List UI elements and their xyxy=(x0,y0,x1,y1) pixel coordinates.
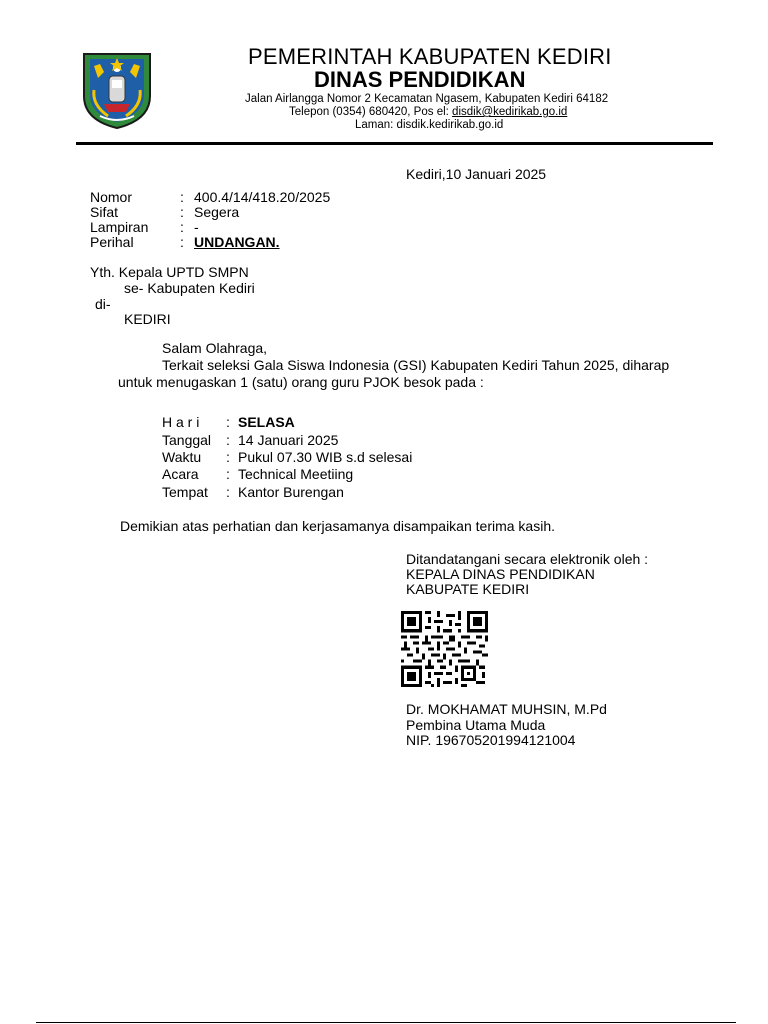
signatory-nip: NIP. 196705201994121004 xyxy=(406,732,576,748)
detail-value: SELASA xyxy=(238,414,295,430)
letterhead-website: Laman: disdik.kedirikab.go.id xyxy=(355,119,504,131)
meta-value: Segera xyxy=(194,204,240,220)
page-bottom-rule xyxy=(36,1022,736,1023)
signatory-name: Dr. MOKHAMAT MUHSIN, M.Pd xyxy=(406,701,607,717)
meta-row-sifat: Sifat : Segera xyxy=(90,204,240,220)
meta-value: 400.4/14/418.20/2025 xyxy=(194,189,331,205)
closing-sentence: Demikian atas perhatian dan kerjasamanya disampaikan terima kasih. xyxy=(120,518,555,534)
detail-label: Tanggal xyxy=(162,432,212,448)
detail-row-tempat: Tempat : Kantor Burengan xyxy=(162,484,344,500)
meta-value: - xyxy=(194,219,199,235)
detail-value: Pukul 07.30 WIB s.d selesai xyxy=(238,449,413,465)
detail-label: Acara xyxy=(162,466,199,482)
letterhead-contact xyxy=(289,106,567,118)
detail-label: Waktu xyxy=(162,449,202,465)
meta-label: Perihal xyxy=(90,234,134,250)
meta-row-nomor: Nomor : 400.4/14/418.20/2025 xyxy=(90,189,331,205)
kabupaten-kediri-crest-icon xyxy=(78,50,156,130)
recipient-line1: Yth. Kepala UPTD SMPN xyxy=(90,264,249,280)
greeting: Salam Olahraga, xyxy=(162,340,268,356)
detail-row-hari: H a r i : SELASA xyxy=(162,414,295,430)
signature-line1: Ditandatangani secara elektronik oleh : xyxy=(406,551,649,567)
detail-value: 14 Januari 2025 xyxy=(238,432,339,448)
meta-value-subject: UNDANGAN. xyxy=(194,234,280,250)
detail-value: Technical Meetiing xyxy=(238,466,354,482)
meta-label: Nomor xyxy=(90,189,133,205)
detail-row-acara: Acara : Technical Meetiing xyxy=(162,466,354,482)
date-line: Kediri,10 Januari 2025 xyxy=(406,166,547,182)
detail-label: Tempat xyxy=(162,484,208,500)
recipient-line3: di- xyxy=(95,296,111,312)
meta-row-lampiran: Lampiran : - xyxy=(90,219,199,235)
detail-row-tanggal: Tanggal : 14 Januari 2025 xyxy=(162,432,339,448)
signature-line2: KEPALA DINAS PENDIDIKAN xyxy=(406,566,595,582)
qr-code-icon xyxy=(401,611,488,687)
letterhead-address: Jalan Airlangga Nomor 2 Kecamatan Ngasem, Kabupaten Kediri 64182 xyxy=(245,93,609,105)
detail-value: Kantor Burengan xyxy=(238,484,344,500)
detail-row-waktu: Waktu : Pukul 07.30 WIB s.d selesai xyxy=(162,449,413,465)
meta-row-perihal: Perihal : UNDANGAN. xyxy=(90,234,280,250)
letterhead-phone: Telepon (0354) 680420, Pos el: xyxy=(289,106,453,118)
meta-label: Lampiran xyxy=(90,219,149,235)
letterhead-email-link[interactable]: disdik@kedirikab.go.id xyxy=(452,106,568,118)
letterhead-divider xyxy=(76,142,713,145)
letterhead-government: PEMERINTAH KABUPATEN KEDIRI xyxy=(248,44,612,69)
body-paragraph-line2: untuk menugaskan 1 (satu) orang guru PJOK besok pada : xyxy=(118,374,484,390)
recipient-line2: se- Kabupaten Kediri xyxy=(124,280,255,296)
letterhead-agency: DINAS PENDIDIKAN xyxy=(314,67,526,92)
meta-label: Sifat xyxy=(90,204,119,220)
recipient-line4: KEDIRI xyxy=(124,311,171,327)
body-paragraph-line1: Terkait seleksi Gala Siswa Indonesia (GSI) Kabupaten Kediri Tahun 2025, diharap xyxy=(162,357,670,373)
signature-line3: KABUPATE KEDIRI xyxy=(406,581,530,597)
signatory-rank: Pembina Utama Muda xyxy=(406,717,546,733)
detail-label: H a r i xyxy=(162,414,200,430)
